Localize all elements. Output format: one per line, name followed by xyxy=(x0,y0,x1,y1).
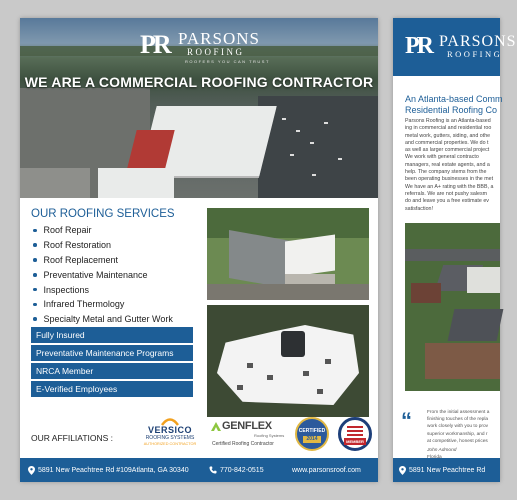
hvac-unit xyxy=(325,359,331,364)
service-label: Specialty Metal and Gutter Work xyxy=(43,314,173,325)
car xyxy=(290,154,294,156)
car xyxy=(312,174,316,176)
road xyxy=(405,249,500,261)
hvac-unit xyxy=(317,389,323,394)
body-line: referrals. We are not pushy salesm xyxy=(405,190,488,197)
member-badge-label: MEMBER xyxy=(344,438,366,445)
flag-icon xyxy=(347,426,363,437)
flyer-back-footer xyxy=(393,458,500,482)
car xyxy=(324,122,328,124)
highlight-fully-insured: Fully Insured xyxy=(31,327,193,343)
logo-tagline: ROOFERS YOU CAN TRUST xyxy=(185,59,270,64)
hvac-unit xyxy=(237,385,243,390)
flyer-back-body xyxy=(405,118,493,213)
lower-building-roof xyxy=(98,168,174,198)
logo-brand-sub: ROOFING xyxy=(187,47,245,57)
quote-line: From the initial assessment a xyxy=(427,410,490,415)
highlight-maintenance-programs: Preventative Maintenance Programs xyxy=(31,345,193,361)
service-label: Preventative Maintenance xyxy=(43,269,148,280)
body-line: as well as larger commercial project xyxy=(405,147,490,154)
house-roof-light xyxy=(467,267,500,293)
genflex-logo xyxy=(210,420,288,454)
bullet-dot-icon xyxy=(33,288,37,292)
service-item xyxy=(31,253,173,268)
logo-brand-sub: ROOFING xyxy=(447,49,503,59)
body-line: Parsons Roofing is an Atlanta-based xyxy=(405,118,491,124)
logo-brand-name: PARSONS xyxy=(178,29,260,48)
service-label: Infrared Thermology xyxy=(43,299,125,310)
highlight-e-verified: E-Verified Employees xyxy=(31,381,193,397)
flyer-front xyxy=(20,18,378,482)
bullet-dot-icon xyxy=(33,273,37,277)
footer-website[interactable] xyxy=(292,458,361,482)
footer-address xyxy=(28,458,189,482)
location-pin-icon xyxy=(28,466,35,475)
versico-line1: ROOFING SYSTEMS xyxy=(145,435,195,441)
affiliations-label: OUR AFFILIATIONS : xyxy=(31,433,114,443)
hvac-unit xyxy=(303,371,309,376)
body-line: metal work, gutters, siding, and othe xyxy=(405,132,491,139)
car xyxy=(310,142,314,144)
certified-badge-year: 2014 xyxy=(303,436,321,443)
flyer-back-footer-address: 5891 New Peachtree Rd xyxy=(409,466,486,474)
versico-line2: AUTHORIZED CONTRACTOR xyxy=(143,442,197,446)
house-photo xyxy=(405,223,500,391)
versico-logo xyxy=(138,416,202,454)
body-line: help. The company stems from the xyxy=(405,169,487,176)
bullet-dot-icon xyxy=(33,303,37,307)
footer-phone-text: 770-842-0515 xyxy=(220,466,264,474)
flyer-footer xyxy=(20,458,378,482)
bullet-dot-icon xyxy=(33,258,37,262)
quote-line: superior workmanship, and r xyxy=(427,431,488,437)
house-roof-2 xyxy=(448,309,504,341)
bullet-dot-icon xyxy=(33,317,37,321)
service-item xyxy=(31,238,173,253)
services-list xyxy=(31,223,173,327)
genflex-line1: Roofing Systems xyxy=(254,433,285,438)
testimonial xyxy=(427,409,489,461)
footer-address-text: 5891 New Peachtree Rd #109Atlanta, GA 30340 xyxy=(38,466,189,474)
body-line: We have an A+ rating with the BBB, a xyxy=(405,183,494,190)
car xyxy=(338,158,342,160)
body-line: ing in commercial and residential roo xyxy=(405,125,492,132)
body-line: do and leave you a free estimate ev xyxy=(405,198,489,205)
footer-website-text: www.parsonsroof.com xyxy=(292,466,361,474)
brick-house xyxy=(411,283,441,303)
genflex-name: GENFLEX xyxy=(222,420,272,432)
house-wall xyxy=(425,343,500,379)
quote-line: at competitive, honest prices xyxy=(427,438,488,444)
car xyxy=(282,118,286,120)
car xyxy=(296,130,300,132)
service-label: Inspections xyxy=(43,284,90,295)
headline: WE ARE A COMMERCIAL ROOFING CONTRACTOR xyxy=(24,74,374,90)
body-line: managers, real estate agents, and a xyxy=(405,161,490,168)
flyer-back-header xyxy=(393,18,517,76)
service-item xyxy=(31,312,173,327)
heading-line-1: An Atlanta-based Comm xyxy=(405,94,503,104)
services-title: OUR ROOFING SERVICES xyxy=(31,208,175,220)
location-pin-icon xyxy=(399,466,406,475)
flyer-back xyxy=(393,18,517,482)
member-badge xyxy=(338,417,372,451)
service-label: Roof Restoration xyxy=(43,240,112,251)
logo-monogram: PR xyxy=(405,33,431,59)
building-photo-1 xyxy=(207,208,369,300)
side-lot xyxy=(20,168,90,198)
service-item xyxy=(31,282,173,297)
hvac-unit xyxy=(267,375,273,380)
phone-icon xyxy=(209,466,217,474)
service-item xyxy=(31,297,173,312)
bullet-dot-icon xyxy=(33,243,37,247)
hvac-unit xyxy=(247,363,253,368)
quote-name: John Admond xyxy=(427,448,457,454)
service-label: Roof Repair xyxy=(43,225,92,236)
bullet-dot-icon xyxy=(33,229,37,233)
building-photo-2 xyxy=(207,305,369,417)
genflex-line2: Certified Roofing Contractor xyxy=(212,441,274,447)
rooftop-unit xyxy=(281,331,305,357)
heading-line-2: Residential Roofing Co xyxy=(405,105,498,115)
service-item xyxy=(31,267,173,282)
body-line: been operating businesses in the met xyxy=(405,176,494,183)
footer-phone[interactable] xyxy=(209,458,264,482)
body-line: We work with general contracto xyxy=(405,154,479,161)
logo-monogram: PR xyxy=(140,30,169,59)
brand-logo xyxy=(140,28,280,66)
service-item xyxy=(31,223,173,238)
flyer-back-heading xyxy=(405,94,503,116)
certified-badge xyxy=(295,417,329,451)
hero-aerial-photo xyxy=(20,18,378,198)
highlight-nrca-member: NRCA Member xyxy=(31,363,193,379)
white-roof xyxy=(285,234,335,277)
genflex-mark-icon xyxy=(210,421,222,432)
quote-line: work closely with you to prov xyxy=(427,424,489,430)
quote-icon: “ xyxy=(401,408,412,433)
parking xyxy=(207,284,369,300)
versico-name: VERSICO xyxy=(147,425,192,435)
parking-lot xyxy=(258,96,378,198)
quote-line: finishing touches of the repla xyxy=(427,417,489,423)
certified-badge-top: CERTIFIED xyxy=(298,428,326,434)
body-line: and commercial properties. We do t xyxy=(405,139,489,146)
service-label: Roof Replacement xyxy=(43,254,119,265)
logo-brand-name: PARSONS xyxy=(439,33,517,50)
body-line: satisfaction! xyxy=(405,205,433,212)
